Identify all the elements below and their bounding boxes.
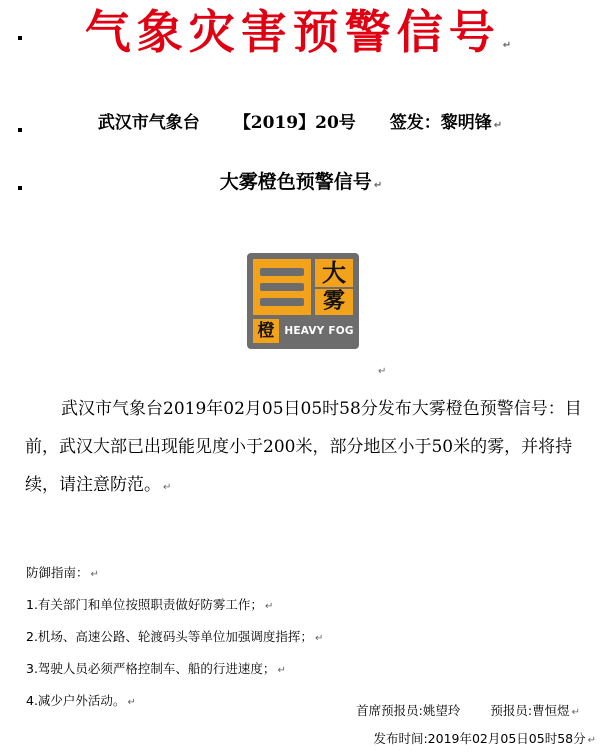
paragraph-mark: ↵ [373, 180, 383, 191]
fog-bars-block [253, 259, 311, 315]
guide-item [26, 622, 586, 654]
guide-heading-line [26, 558, 586, 590]
guide-item [26, 654, 586, 686]
fog-bar [260, 298, 304, 306]
badge-color-char: 橙 [257, 321, 275, 341]
document-number: 【2019】20号 [233, 113, 356, 133]
badge-char-bottom: 雾 [322, 289, 345, 314]
guide-item-text: 2.机场、高速公路、轮渡码头等单位加强调度指挥； [26, 629, 313, 644]
heavy-fog-warning-icon [247, 253, 359, 349]
warning-body-text: 武汉市气象台2019年02月05日05时58分发布大雾橙色预警信号：目前，武汉大部已出现能见度小于200米，部分地区小于50米的雾，并将持续，请注意防范。 [25, 399, 582, 495]
signal-title-text: 大雾橙色预警信号 [219, 171, 372, 193]
publish-time-value: 2019年02月05日05时58分 [427, 731, 586, 746]
guide-item-text: 1.有关部门和单位按照职责做好防雾工作； [26, 597, 263, 612]
guide-heading: 防御指南： [26, 565, 89, 580]
paragraph-mark: ↵ [314, 633, 324, 644]
guide-item [26, 590, 586, 622]
document-title [0, 2, 602, 62]
badge-char-top-block [315, 259, 353, 287]
forecaster-name: 曹恒煜 [532, 703, 570, 718]
badge-char-bottom-block [315, 289, 353, 315]
issuing-agency: 武汉市气象台 [97, 113, 200, 133]
paragraph-mark: ↵ [378, 366, 387, 377]
issue-line [40, 110, 560, 136]
guide-item-text: 4.减少户外活动。 [26, 693, 126, 708]
paragraph-mark: ↵ [571, 707, 580, 718]
guide-item-text: 3.驾驶人员必须严格控制车、船的行进速度； [26, 661, 276, 676]
paragraph-mark: ↵ [587, 735, 596, 746]
chief-forecaster-label: 首席预报员: [356, 703, 423, 718]
paragraph-mark: ↵ [127, 697, 136, 708]
paragraph-mark: ↵ [502, 40, 518, 51]
publish-time-line [0, 728, 596, 750]
signal-title [0, 168, 602, 196]
badge-color-block [253, 319, 279, 343]
paragraph-mark: ↵ [493, 120, 503, 131]
forecaster-line [0, 700, 580, 722]
chief-forecaster-name: 姚望玲 [422, 703, 461, 718]
badge-english-label: HEAVY FOG [284, 325, 354, 337]
defense-guide [26, 558, 586, 718]
document-title-text: 气象灾害预警信号 [84, 5, 501, 59]
paragraph-mark: ↵ [264, 601, 274, 612]
fog-bar [260, 283, 304, 291]
forecaster-label: 预报员: [490, 703, 533, 718]
paragraph-mark: ↵ [163, 482, 172, 493]
fog-bar [260, 268, 304, 276]
badge-char-top: 大 [322, 259, 346, 287]
bullet-mark [18, 128, 22, 132]
signer-name: 黎明锋 [440, 113, 492, 133]
signer-label: 签发： [389, 113, 441, 133]
warning-body [25, 390, 585, 507]
publish-time-label: 发布时间: [373, 731, 428, 746]
paragraph-mark: ↵ [277, 665, 286, 676]
paragraph-mark: ↵ [90, 569, 99, 580]
